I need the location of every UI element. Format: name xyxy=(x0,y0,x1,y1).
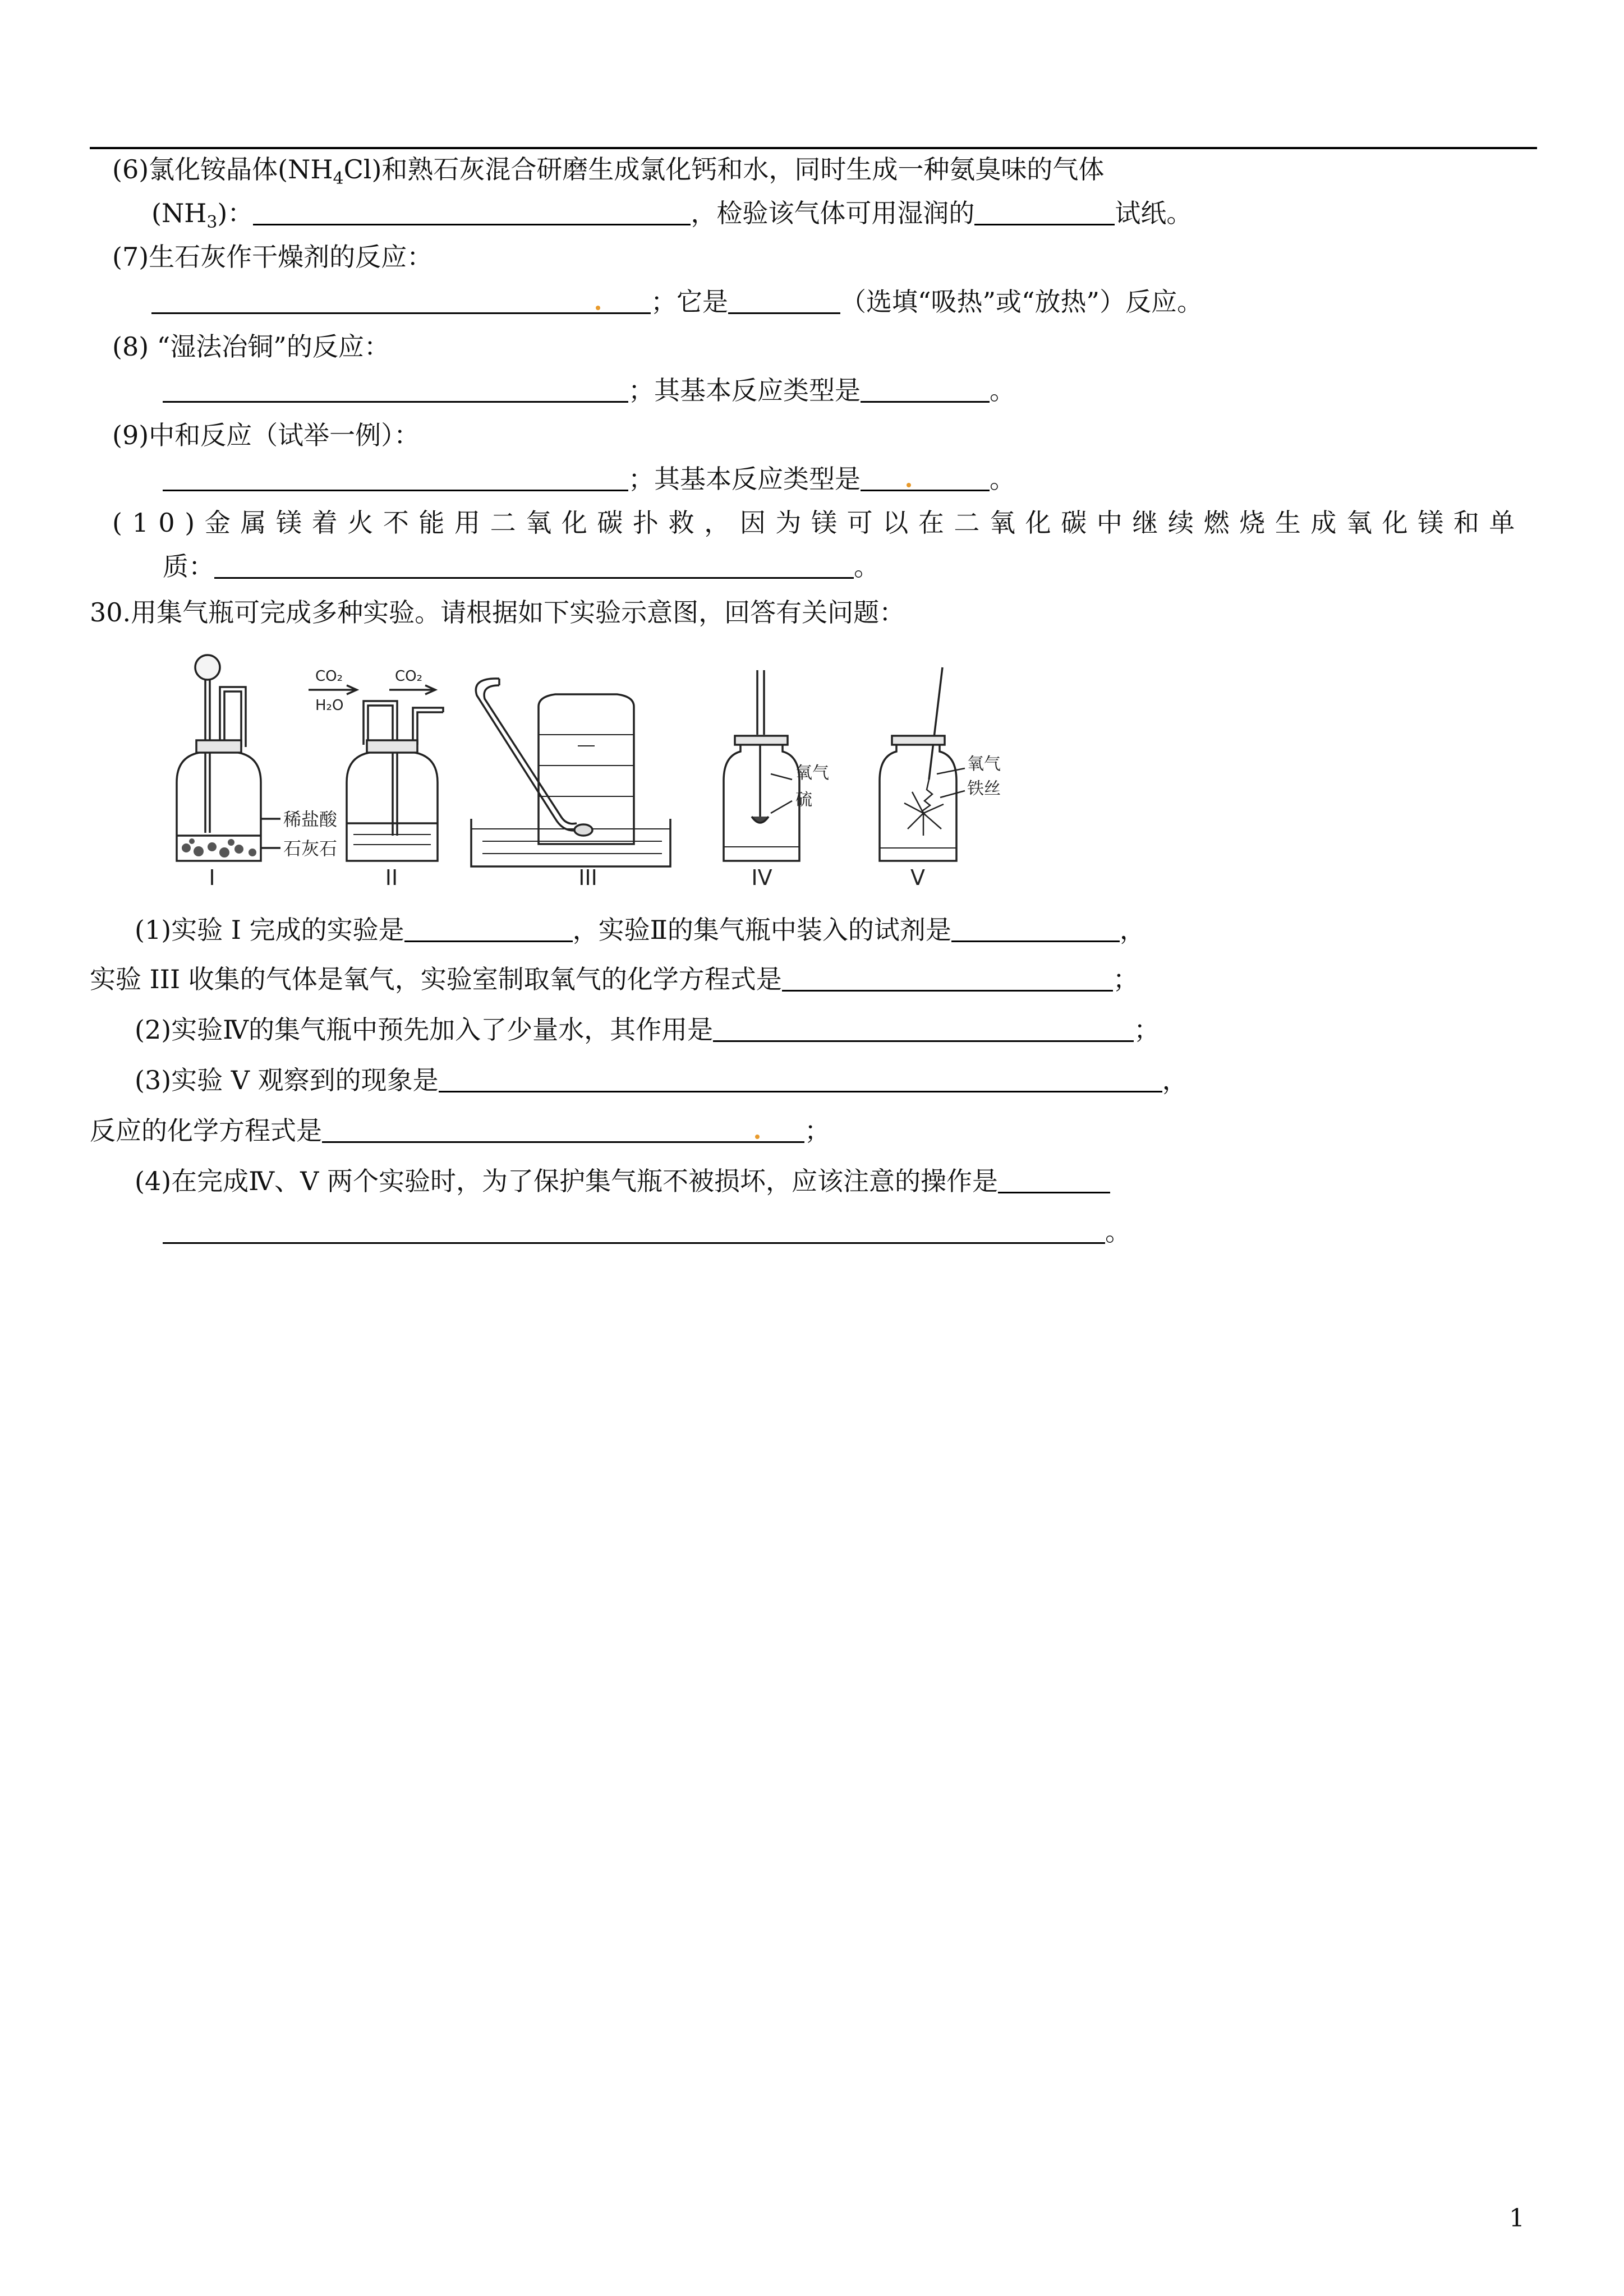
q7-answer-blank-1[interactable] xyxy=(151,285,651,314)
apparatus-iii xyxy=(471,679,670,866)
q8-answer-blank-1[interactable] xyxy=(163,374,628,403)
q8-line1: (8) “湿法冶铜”的反应： xyxy=(112,331,390,362)
q7-line1: (7)生石灰作干燥剂的反应： xyxy=(112,242,433,272)
q30-p2-line: (2)实验Ⅳ的集气瓶中预先加入了少量水，其作用是 ； xyxy=(135,1015,1160,1045)
orange-dot-mark xyxy=(755,1135,760,1139)
q30-1-blank-2[interactable] xyxy=(951,914,1120,942)
label-co2-outlet: CO₂ xyxy=(395,668,423,685)
q10-line1: (10)金属镁着火不能用二氧化碳扑救，因为镁可以在二氧化碳中继续燃烧生成氧化镁和单 xyxy=(112,508,1525,538)
q9-answer-blank-2[interactable] xyxy=(861,463,990,491)
figure-label-v: V xyxy=(910,865,925,886)
q6-line1: (6)氯化铵晶体$(NH_4Cl)$和熟石灰混合研磨生成氯化钙和水，同时生成一种氨臭味的气体 xyxy=(112,154,1105,189)
label-dilute-hcl: 稀盐酸 xyxy=(283,809,338,830)
experiment-apparatus-figure xyxy=(168,651,1021,886)
orange-dot-mark xyxy=(596,306,600,310)
q8-answer-blank-2[interactable] xyxy=(861,374,990,403)
q30-p1-line1: (1)实验 I 完成的实验是 ，实验Ⅱ的集气瓶中装入的试剂是 ， xyxy=(135,915,1145,945)
q30-3-blank-2[interactable] xyxy=(322,1114,804,1143)
apparatus-i xyxy=(177,655,280,861)
figure-label-iv: IV xyxy=(751,865,772,886)
q30-1-blank-3[interactable] xyxy=(782,963,1113,992)
label-co2-inlet: CO₂ xyxy=(315,668,343,685)
label-iv-oxygen: 氧气 xyxy=(795,763,829,783)
label-limestone: 石灰石 xyxy=(283,838,338,859)
label-v-oxygen: 氧气 xyxy=(967,754,1001,774)
q30-p3-line1: (3)实验 V 观察到的现象是 ， xyxy=(135,1065,1188,1095)
q30-p1-line2: 实验 III 收集的气体是氧气，实验室制取氧气的化学方程式是 ； xyxy=(90,964,1139,994)
q9-line2: ；其基本反应类型是 。 xyxy=(163,462,1015,496)
q10-line2: 质： 。 xyxy=(163,551,880,582)
q30-3-blank-1[interactable] xyxy=(439,1064,1162,1092)
figure-label-iii: III xyxy=(578,865,597,886)
q30-1-blank-1[interactable] xyxy=(404,914,573,942)
page-number: 1 xyxy=(1509,2204,1525,2233)
label-iv-sulfur: 硫 xyxy=(795,790,812,810)
q8-line2: ；其基本反应类型是 。 xyxy=(163,374,1015,407)
q10-answer-blank[interactable] xyxy=(214,550,854,579)
q9-line1: (9)中和反应（试举一例）： xyxy=(112,420,420,450)
q7-line2: ；它是 （选填“吸热”或“放热”）反应。 xyxy=(151,285,1203,319)
apparatus-v xyxy=(880,667,965,861)
label-h2o: H₂O xyxy=(315,697,344,714)
q7-answer-blank-2[interactable] xyxy=(728,285,840,314)
header-rule xyxy=(90,147,1537,149)
q30-4-blank-2[interactable] xyxy=(163,1215,1105,1244)
q30-2-blank[interactable] xyxy=(713,1013,1134,1042)
q30-p4-line1: (4)在完成Ⅳ、V 两个实验时，为了保护集气瓶不被损坏，应该注意的操作是 xyxy=(135,1164,1110,1198)
figure-label-i: I xyxy=(209,865,215,886)
label-v-iron-wire: 铁丝 xyxy=(967,779,1001,799)
q30-4-blank-1[interactable] xyxy=(998,1165,1110,1193)
q6-answer-blank-1[interactable] xyxy=(253,197,691,225)
q6-answer-blank-2[interactable] xyxy=(974,197,1115,225)
q9-answer-blank-1[interactable] xyxy=(163,463,628,491)
orange-dot-mark xyxy=(907,483,911,487)
q30-stem: 30.用集气瓶可完成多种实验。请根据如下实验示意图，回答有关问题： xyxy=(90,597,905,628)
q30-p4-line2: 。 xyxy=(163,1215,1131,1248)
figure-label-ii: II xyxy=(385,865,398,886)
q6-line2: $(NH_3)$： ，检验该气体可用湿润的 试纸。 xyxy=(151,198,1193,233)
q30-p3-line2: 反应的化学方程式是 ； xyxy=(90,1115,830,1146)
apparatus-iv xyxy=(724,670,799,861)
